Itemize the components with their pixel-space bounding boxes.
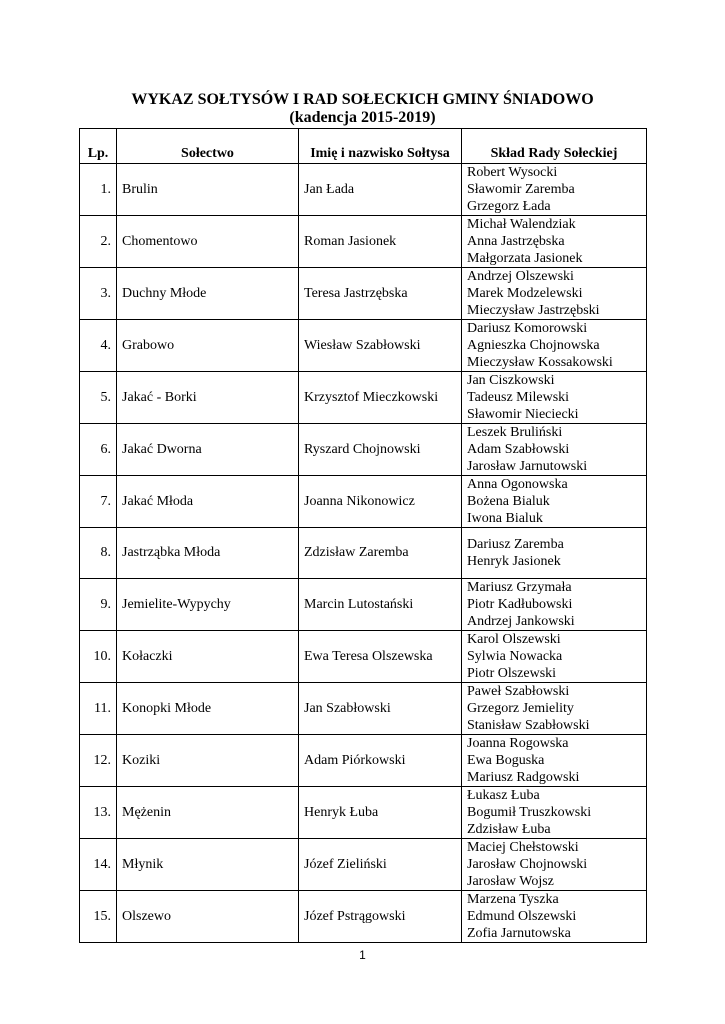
council-member: Grzegorz Łada bbox=[467, 199, 551, 214]
council-member: Anna Ogonowska bbox=[467, 477, 568, 492]
row-solectwo: Jakać Dworna bbox=[117, 424, 299, 476]
row-solectwo: Jemielite-Wypychy bbox=[117, 579, 299, 631]
council-member: Agnieszka Chojnowska bbox=[467, 338, 600, 353]
row-lp: 11. bbox=[80, 683, 117, 735]
row-soltys: Zdzisław Zaremba bbox=[299, 528, 462, 579]
council-member: Bożena Bialuk bbox=[467, 494, 550, 509]
row-solectwo: Olszewo bbox=[117, 891, 299, 943]
row-solectwo: Chomentowo bbox=[117, 216, 299, 268]
council-member: Jarosław Wojsz bbox=[467, 874, 554, 889]
row-soltys: Joanna Nikonowicz bbox=[299, 476, 462, 528]
row-sklad bbox=[462, 631, 647, 683]
council-member: Marzena Tyszka bbox=[467, 892, 559, 907]
row-sklad bbox=[462, 528, 647, 579]
council-member: Marek Modzelewski bbox=[467, 286, 583, 301]
council-member: Dariusz Zaremba bbox=[467, 537, 564, 552]
row-soltys: Jan Szabłowski bbox=[299, 683, 462, 735]
page-number: 1 bbox=[359, 948, 366, 962]
row-sklad bbox=[462, 787, 647, 839]
council-member: Adam Szabłowski bbox=[467, 442, 570, 457]
table-row bbox=[80, 372, 647, 424]
council-member: Anna Jastrzębska bbox=[467, 234, 565, 249]
council-member: Jan Ciszkowski bbox=[467, 373, 555, 388]
row-solectwo: Jakać - Borki bbox=[117, 372, 299, 424]
council-member: Robert Wysocki bbox=[467, 165, 558, 180]
row-sklad bbox=[462, 683, 647, 735]
table-header-row bbox=[80, 129, 647, 164]
council-member: Sławomir Zaremba bbox=[467, 182, 575, 197]
council-member: Michał Walendziak bbox=[467, 217, 576, 232]
row-solectwo: Młynik bbox=[117, 839, 299, 891]
row-sklad bbox=[462, 372, 647, 424]
council-member: Edmund Olszewski bbox=[467, 909, 577, 924]
council-member: Andrzej Jankowski bbox=[467, 614, 575, 629]
row-sklad bbox=[462, 735, 647, 787]
row-sklad bbox=[462, 320, 647, 372]
council-member: Małgorzata Jasionek bbox=[467, 251, 583, 266]
table-row bbox=[80, 476, 647, 528]
row-soltys: Józef Pstrągowski bbox=[299, 891, 462, 943]
council-member: Paweł Szabłowski bbox=[467, 684, 570, 699]
council-member: Mariusz Radgowski bbox=[467, 770, 580, 785]
council-member: Sławomir Nieciecki bbox=[467, 407, 579, 422]
council-member: Zofia Jarnutowska bbox=[467, 926, 571, 941]
council-member: Karol Olszewski bbox=[467, 632, 561, 647]
row-lp: 13. bbox=[80, 787, 117, 839]
document-title: WYKAZ SOŁTYSÓW I RAD SOŁECKICH GMINY ŚNIADOWO bbox=[131, 91, 594, 108]
council-member: Sylwia Nowacka bbox=[467, 649, 563, 664]
table-row bbox=[80, 164, 647, 216]
row-sklad bbox=[462, 891, 647, 943]
row-solectwo: Konopki Młode bbox=[117, 683, 299, 735]
table-row bbox=[80, 735, 647, 787]
row-solectwo: Duchny Młode bbox=[117, 268, 299, 320]
row-sklad bbox=[462, 424, 647, 476]
table-body bbox=[80, 164, 647, 943]
row-sklad bbox=[462, 839, 647, 891]
table-row bbox=[80, 839, 647, 891]
row-lp: 8. bbox=[80, 528, 117, 579]
council-member: Jarosław Chojnowski bbox=[467, 857, 588, 872]
table-row bbox=[80, 424, 647, 476]
row-sklad bbox=[462, 476, 647, 528]
row-lp: 12. bbox=[80, 735, 117, 787]
row-sklad bbox=[462, 216, 647, 268]
row-solectwo: Mężenin bbox=[117, 787, 299, 839]
council-member: Grzegorz Jemielity bbox=[467, 701, 574, 716]
council-member: Piotr Kadłubowski bbox=[467, 597, 573, 612]
row-soltys: Krzysztof Mieczkowski bbox=[299, 372, 462, 424]
row-solectwo: Koziki bbox=[117, 735, 299, 787]
table-row bbox=[80, 528, 647, 579]
row-lp: 14. bbox=[80, 839, 117, 891]
council-member: Andrzej Olszewski bbox=[467, 269, 574, 284]
council-member: Bogumił Truszkowski bbox=[467, 805, 592, 820]
row-lp: 7. bbox=[80, 476, 117, 528]
council-member: Ewa Boguska bbox=[467, 753, 545, 768]
header-lp: Lp. bbox=[80, 129, 117, 164]
council-member: Leszek Bruliński bbox=[467, 425, 563, 440]
council-member: Piotr Olszewski bbox=[467, 666, 557, 681]
row-soltys: Józef Zieliński bbox=[299, 839, 462, 891]
row-lp: 10. bbox=[80, 631, 117, 683]
council-member: Iwona Bialuk bbox=[467, 511, 543, 526]
header-soltys: Imię i nazwisko Sołtysa bbox=[299, 129, 462, 164]
council-member: Mieczysław Kossakowski bbox=[467, 355, 613, 370]
row-lp: 1. bbox=[80, 164, 117, 216]
table-row bbox=[80, 320, 647, 372]
row-soltys: Teresa Jastrzębska bbox=[299, 268, 462, 320]
row-solectwo: Kołaczki bbox=[117, 631, 299, 683]
soltys-table bbox=[79, 128, 647, 943]
row-soltys: Roman Jasionek bbox=[299, 216, 462, 268]
row-lp: 5. bbox=[80, 372, 117, 424]
row-soltys: Ryszard Chojnowski bbox=[299, 424, 462, 476]
row-soltys: Wiesław Szabłowski bbox=[299, 320, 462, 372]
council-member: Zdzisław Łuba bbox=[467, 822, 551, 837]
header-solectwo: Sołectwo bbox=[117, 129, 299, 164]
row-solectwo: Jastrząbka Młoda bbox=[117, 528, 299, 579]
row-solectwo: Brulin bbox=[117, 164, 299, 216]
row-soltys: Adam Piórkowski bbox=[299, 735, 462, 787]
row-sklad bbox=[462, 164, 647, 216]
council-member: Mariusz Grzymała bbox=[467, 580, 572, 595]
council-member: Jarosław Jarnutowski bbox=[467, 459, 588, 474]
table-row bbox=[80, 683, 647, 735]
row-lp: 6. bbox=[80, 424, 117, 476]
row-lp: 4. bbox=[80, 320, 117, 372]
table-row bbox=[80, 216, 647, 268]
table-row bbox=[80, 891, 647, 943]
row-solectwo: Jakać Młoda bbox=[117, 476, 299, 528]
row-lp: 9. bbox=[80, 579, 117, 631]
row-sklad bbox=[462, 268, 647, 320]
council-member: Dariusz Komorowski bbox=[467, 321, 588, 336]
council-member: Joanna Rogowska bbox=[467, 736, 569, 751]
council-member: Maciej Chełstowski bbox=[467, 840, 579, 855]
document-subtitle: (kadencja 2015-2019) bbox=[289, 109, 436, 126]
row-soltys: Marcin Lutostański bbox=[299, 579, 462, 631]
table-row bbox=[80, 631, 647, 683]
header-sklad: Skład Rady Sołeckiej bbox=[462, 129, 647, 164]
table-row bbox=[80, 787, 647, 839]
table-row bbox=[80, 579, 647, 631]
row-sklad bbox=[462, 579, 647, 631]
row-solectwo: Grabowo bbox=[117, 320, 299, 372]
row-soltys: Henryk Łuba bbox=[299, 787, 462, 839]
row-soltys: Jan Łada bbox=[299, 164, 462, 216]
council-member: Tadeusz Milewski bbox=[467, 390, 570, 405]
row-lp: 3. bbox=[80, 268, 117, 320]
council-member: Łukasz Łuba bbox=[467, 788, 540, 803]
row-lp: 15. bbox=[80, 891, 117, 943]
row-lp: 2. bbox=[80, 216, 117, 268]
council-member: Mieczysław Jastrzębski bbox=[467, 303, 600, 318]
council-member: Henryk Jasionek bbox=[467, 554, 561, 569]
row-soltys: Ewa Teresa Olszewska bbox=[299, 631, 462, 683]
council-member: Stanisław Szabłowski bbox=[467, 718, 590, 733]
table-row bbox=[80, 268, 647, 320]
